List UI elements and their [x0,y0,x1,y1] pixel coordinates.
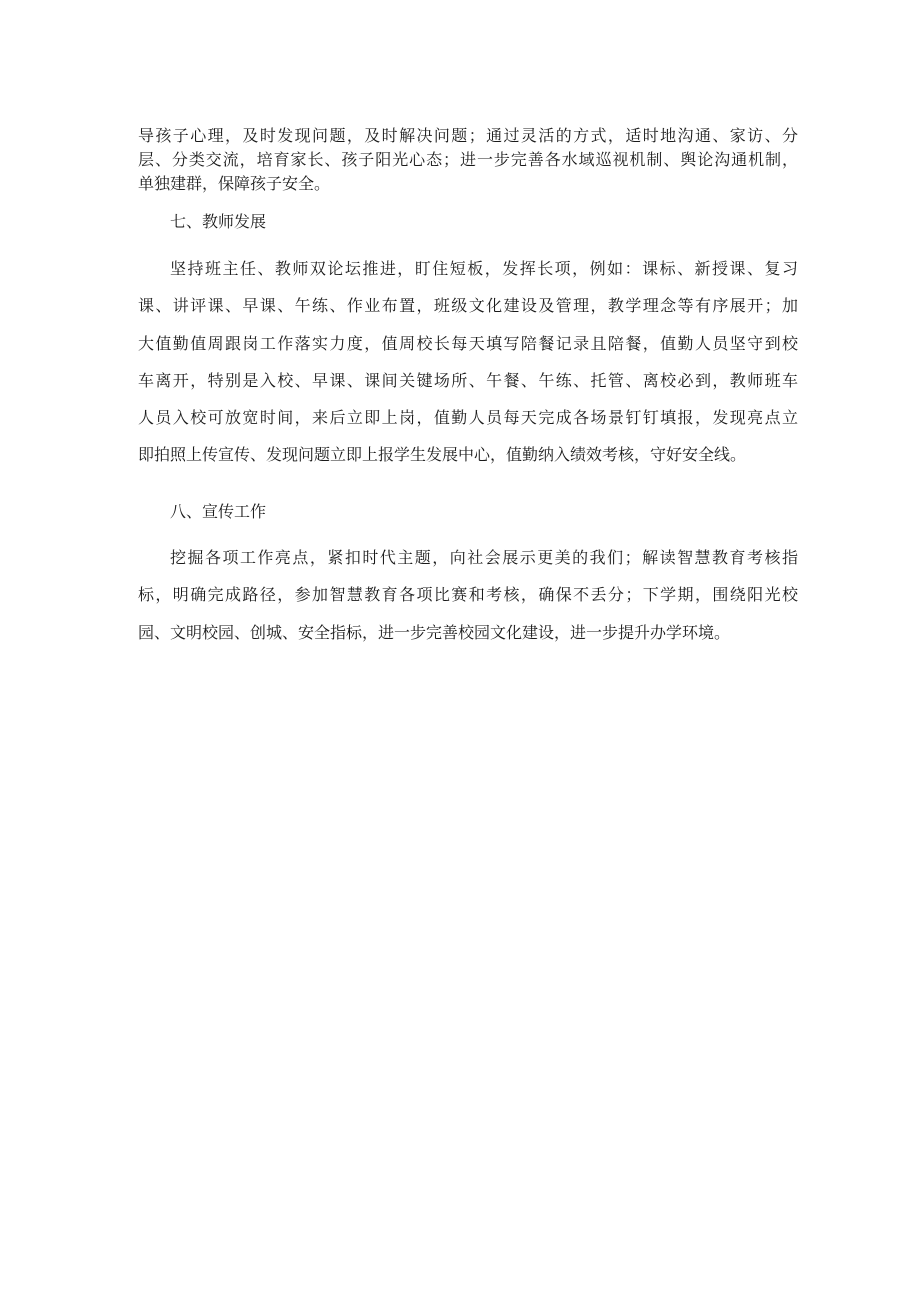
paragraph-line: 车离开，特别是入校、早课、课间关键场所、午餐、午练、托管、离校必到，教师班车 [138,370,798,390]
publicity-work-paragraph [138,539,798,651]
paragraph-line: 课、讲评课、早课、午练、作业布置，班级文化建设及管理，教学理念等有序展开；加 [138,296,798,316]
paragraph-line: 即拍照上传宣传、发现问题立即上报学生发展中心，值勤纳入绩效考核，守好安全线。 [138,445,747,465]
paragraph-line: 坚持班主任、教师双论坛推进，盯住短板，发挥长项，例如：课标、新授课、复习 [170,259,798,278]
section-heading-teacher-development: 七、教师发展 [170,212,267,231]
paragraph-line: 挖掘各项工作亮点，紧扣时代主题，向社会展示更美的我们；解读智慧教育考核指 [170,548,798,567]
paragraph-line: 园、文明校园、创城、安全指标，进一步完善校园文化建设，进一步提升办学环境。 [138,622,731,642]
paragraph-line: 导孩子心理，及时发现问题，及时解决问题；通过灵活的方式，适时地沟通、家访、分 [138,126,798,145]
paragraph-line: 大值勤值周跟岗工作落实力度，值周校长每天填写陪餐记录且陪餐，值勤人员坚守到校 [138,333,798,353]
paragraph-line: 层、分类交流，培育家长、孩子阳光心态；进一步完善各水域巡视机制、舆论沟通机制， [138,150,798,169]
paragraph-line: 标，明确完成路径，参加智慧教育各项比赛和考核，确保不丢分；下学期，围绕阳光校 [138,585,798,605]
intro-paragraph [138,124,798,196]
teacher-development-paragraph [138,250,798,474]
section-heading-publicity-work: 八、宣传工作 [170,502,267,521]
paragraph-line: 人员入校可放宽时间，来后立即上岗，值勤人员每天完成各场景钉钉填报，发现亮点立 [138,408,798,428]
paragraph-line: 单独建群，保障孩子安全。 [138,174,331,193]
